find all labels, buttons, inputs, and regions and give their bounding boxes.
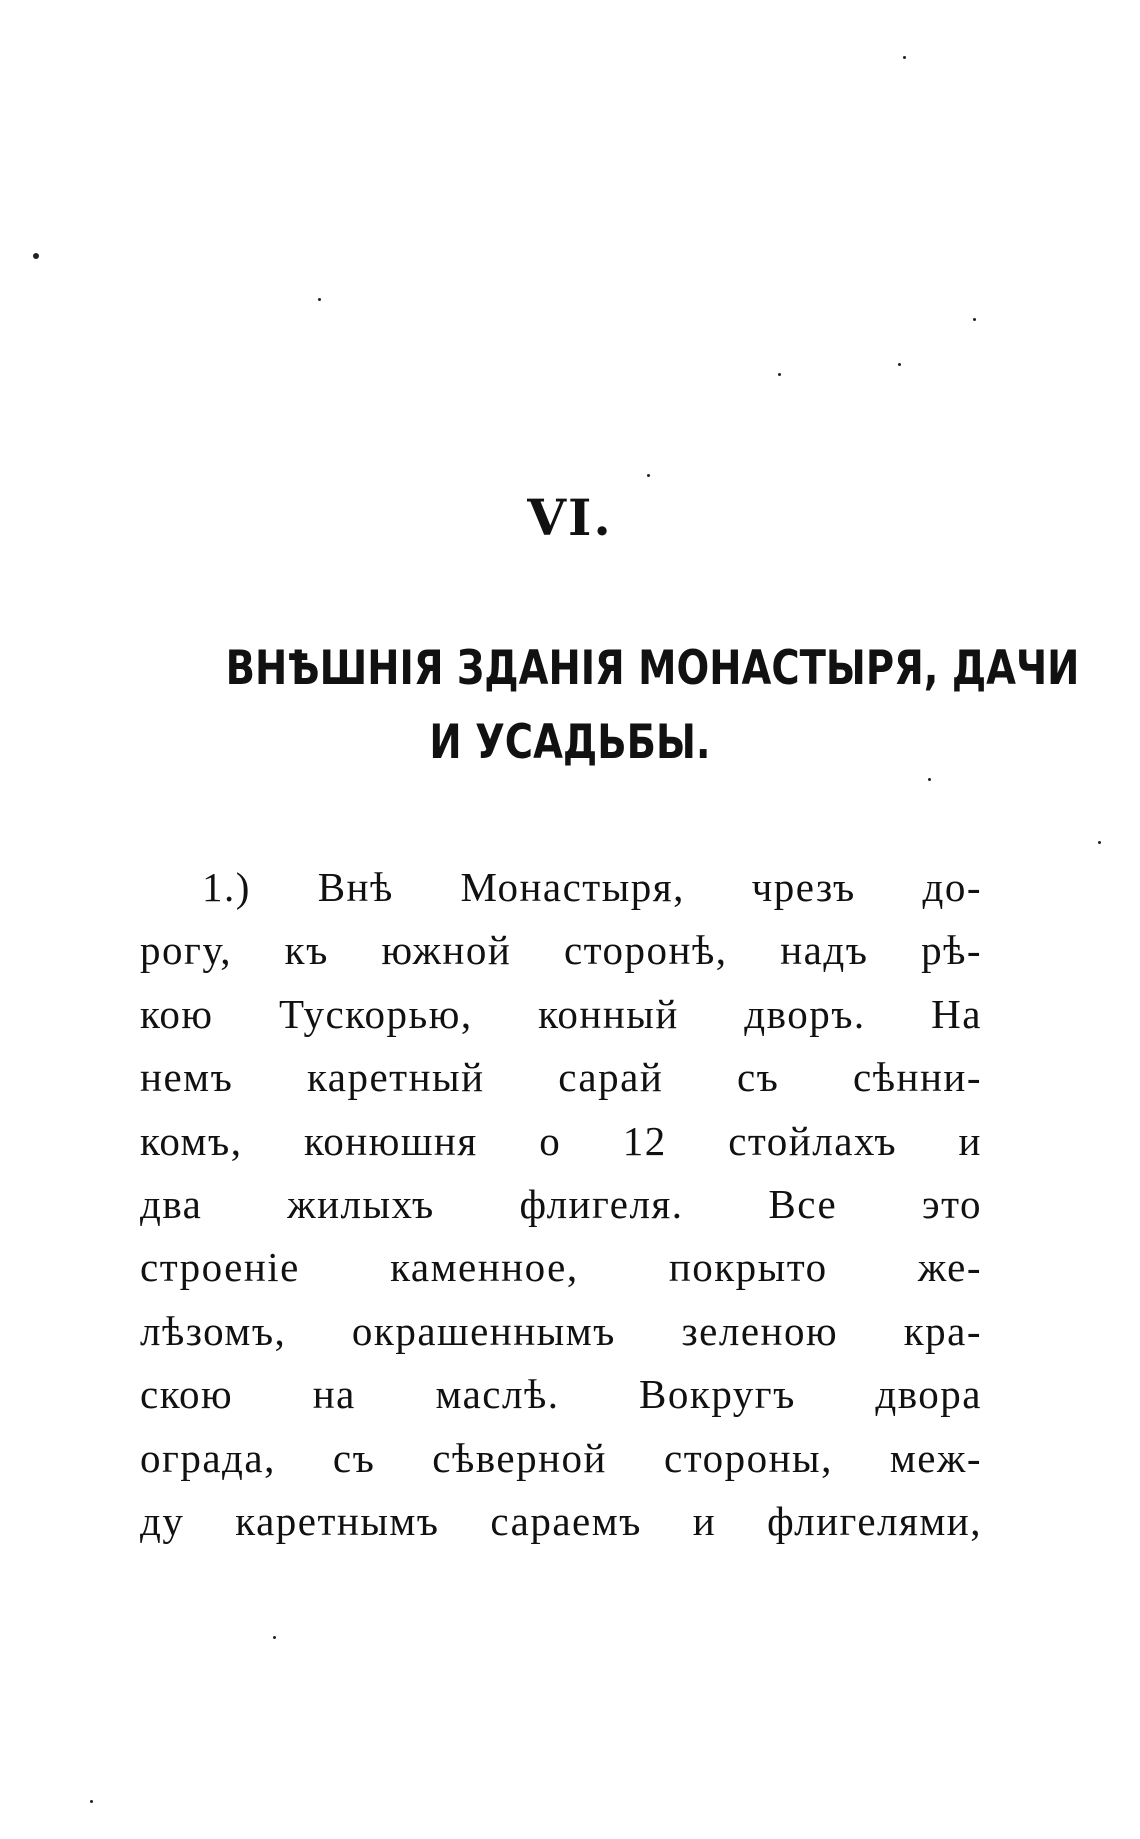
chapter-title-line: ВНѢШНІЯ ЗДАНІЯ МОНАСТЫРЯ, ДАЧИ [225, 641, 1080, 696]
scan-speck [928, 778, 931, 781]
text-line: ограда, съ сѣверной стороны, меж- [140, 1434, 982, 1481]
chapter-title [225, 632, 1080, 780]
scan-speck [1098, 841, 1101, 844]
text-line: кою Тускорью, конный дворъ. На [140, 990, 982, 1037]
chapter-number: VI. [527, 488, 613, 547]
text-line: рогу, къ южной сторонѣ, надъ рѣ- [140, 927, 982, 974]
text-line: комъ, конюшня о 12 стойлахъ и [140, 1117, 982, 1164]
text-line: ду каретнымъ сараемъ и флигелями, [140, 1497, 982, 1544]
text-line: лѣзомъ, окрашеннымъ зеленою кра- [140, 1307, 982, 1354]
text-line: скою на маслѣ. Вокругъ двора [140, 1371, 982, 1418]
scan-speck [778, 373, 781, 376]
scan-speck [898, 363, 901, 366]
scan-speck [90, 1800, 93, 1803]
scan-speck [973, 318, 976, 321]
text-line: два жилыхъ флигеля. Все это [140, 1180, 982, 1227]
text-line: 1.) Внѣ Монастыря, чрезъ до- [202, 864, 982, 910]
chapter-title-line: И УСАДЬБЫ. [429, 715, 711, 770]
scan-speck [318, 298, 321, 301]
text-line: строеніе каменное, покрыто же- [140, 1244, 982, 1291]
scan-speck [33, 253, 39, 259]
text-line: немъ каретный сарай съ сѣнни- [140, 1054, 982, 1101]
scan-speck [647, 474, 650, 477]
body-paragraph [140, 856, 982, 1553]
scan-speck [903, 56, 906, 59]
scan-speck [273, 1636, 276, 1639]
